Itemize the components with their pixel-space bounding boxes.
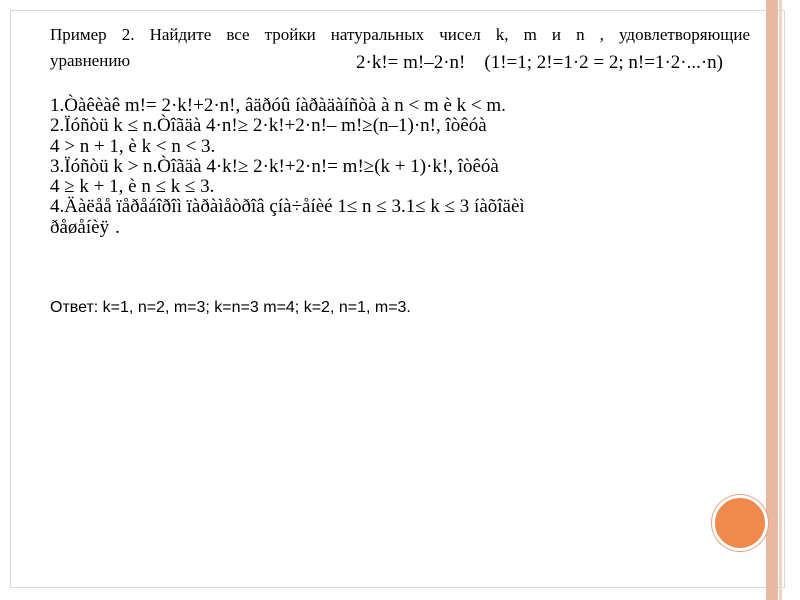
- problem-statement-continuation: уравнению: [50, 51, 131, 70]
- solution-line-3: 4 > n + 1, è k < n < 3.: [50, 135, 216, 157]
- decorative-stripe-thin: [779, 0, 782, 600]
- solution-line-1: 1.Òàêèàê m!= 2·k!+2·n!, âäðóû íàðàäàíñòà à n < m è k < m.: [50, 95, 506, 116]
- factorial-note: (1!=1; 2!=1·2 = 2; n!=1·2·...·n): [484, 52, 724, 73]
- solution-line-2: 2.Ïóñòü k ≤ n.Òîãäà 4·n!≥ 2·k!+2·n!– m!≥(n–1)·n!, îòêóà: [50, 115, 487, 137]
- answer: Ответ: k=1, n=2, m=3; k=n=3 m=4; k=2, n=1, m=3.: [50, 299, 411, 316]
- problem-statement: Пример 2. Найдите все тройки натуральных чисел k, m и n , удовлетворяющие: [50, 25, 750, 44]
- solution-line-5: 4 ≥ k + 1, è n ≤ k ≤ 3.: [50, 176, 215, 198]
- solution-line-7: [50, 218, 750, 238]
- decorative-stripe: [766, 0, 778, 600]
- equation-block: [356, 50, 723, 76]
- solution-trailing-dot: .: [115, 216, 120, 238]
- decorative-circle: [712, 495, 768, 551]
- solution-line-4: 3.Ïóñòü k > n.Òîãäà 4·k!≥ 2·k!+2·n!= m!≥(k + 1)·k!, îòêóà: [50, 155, 499, 177]
- equation: 2·k!= m!–2·n!: [356, 52, 466, 73]
- solution-block: [50, 96, 750, 238]
- solution-line-6: 4.Äàëåå ïåðåáîðîì ïàðàìåòðîâ çíà÷åíèé 1≤ n ≤ 3.1≤ k ≤ 3 íàõîäèì: [50, 196, 525, 218]
- solution-line-7-text: ðåøåíèÿ: [50, 216, 110, 238]
